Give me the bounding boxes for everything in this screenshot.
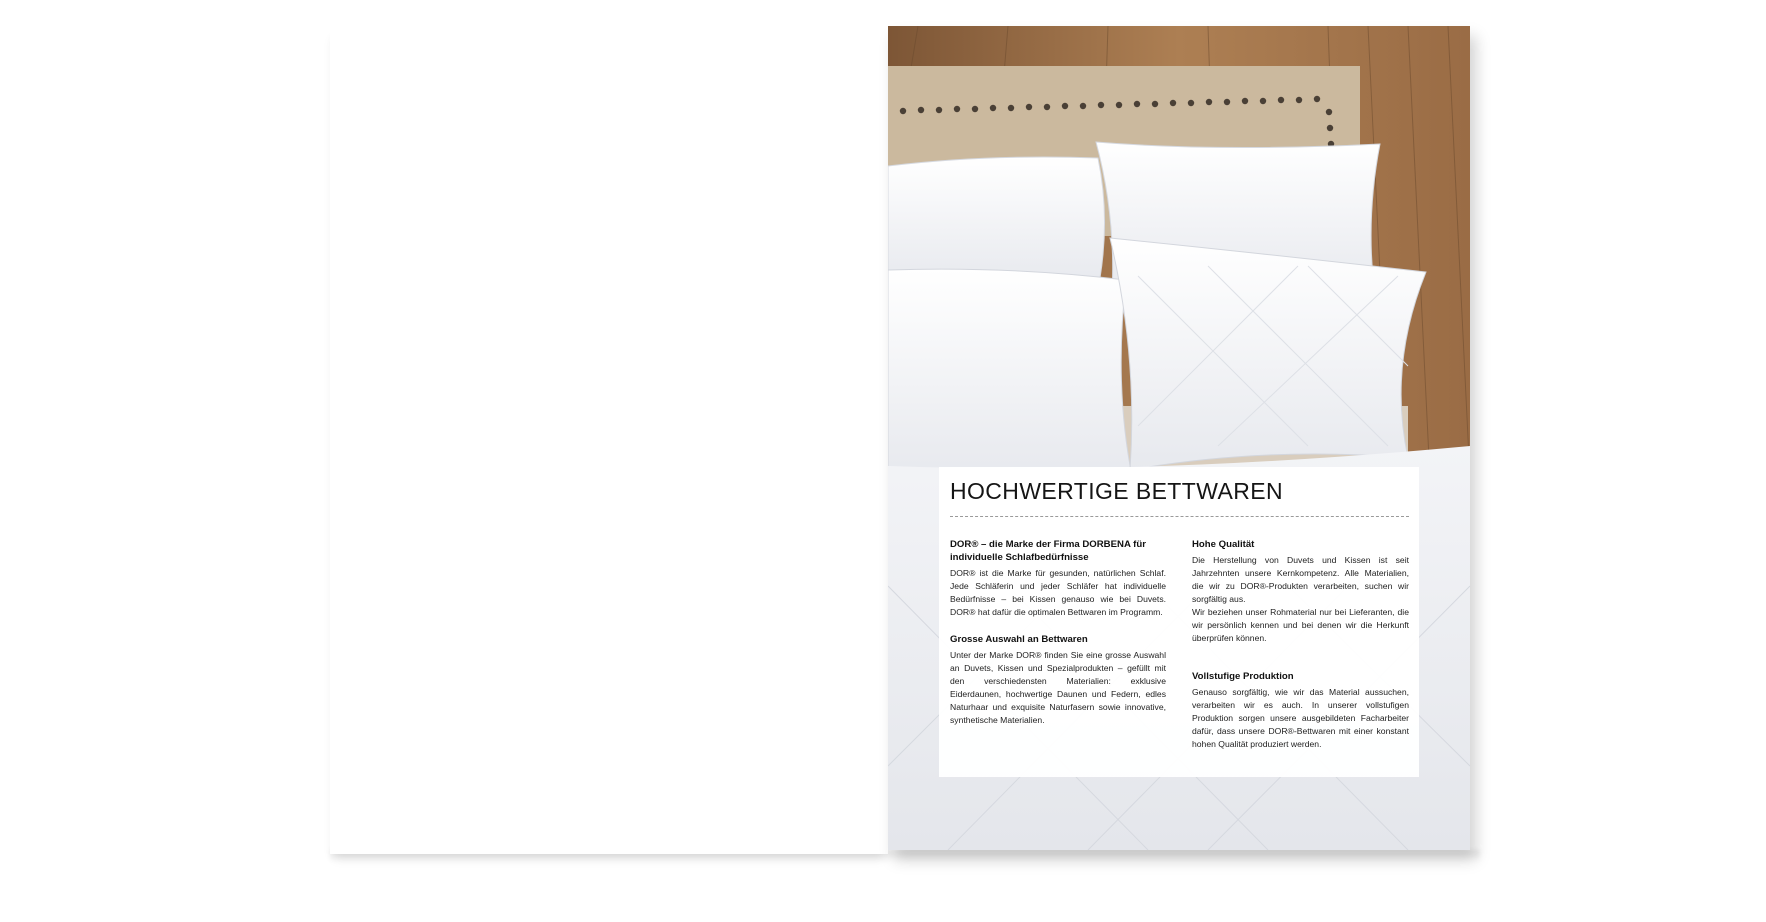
page-title: HOCHWERTIGE BETTWAREN bbox=[950, 478, 1283, 504]
left-column bbox=[950, 538, 1166, 727]
section-production bbox=[1192, 670, 1409, 751]
section-heading: Grosse Auswahl an Bettwaren bbox=[950, 634, 1088, 645]
right-column bbox=[1192, 538, 1409, 751]
section-heading: DOR® – die Marke der Firma DORBENA für individuelle Schlafbedürfnisse bbox=[950, 539, 1146, 563]
pillow-back-left bbox=[888, 157, 1105, 284]
left-page-blank bbox=[330, 26, 888, 854]
section-body: DOR® ist die Marke für gesunden, natürlichen Schlaf. Jede Schläferin und jeder Schläfer hat individuelle Bedürfnisse – bei Kissen genauso wie bei Duvets. DOR® hat dafür die optimalen Bettwaren im Programm. bbox=[950, 568, 1166, 617]
section-body: Genauso sorgfältig, wie wir das Material aussuchen, verarbeiten wir es auch. In unserer vollstufigen Produktion sorgen unsere ausgebildeten Facharbeiter dafür, dass unsere DOR®-Bettwaren mit einer konstant hohen Qualität produziert werden. bbox=[1192, 687, 1409, 749]
section-body: Die Herstellung von Duvets und Kissen ist seit Jahrzehnten unsere Kernkompetenz. Alle Materialien, die wir zu DOR®-Produkten verarbeiten, suchen wir sorgfältig aus. bbox=[1192, 555, 1409, 604]
right-page bbox=[888, 26, 1470, 850]
section-heading: Hohe Qualität bbox=[1192, 539, 1255, 550]
section-dor-brand bbox=[950, 538, 1166, 619]
pillow-front-left bbox=[888, 269, 1132, 476]
pillow-front-right bbox=[1110, 238, 1426, 470]
section-heading: Vollstufige Produktion bbox=[1192, 671, 1294, 682]
text-panel bbox=[939, 467, 1419, 777]
section-selection bbox=[950, 633, 1166, 727]
section-body-2: Wir beziehen unser Rohmaterial nur bei Lieferanten, die wir persönlich kennen und bei denen wir die Herkunft überprüfen können. bbox=[1192, 607, 1409, 643]
section-quality bbox=[1192, 538, 1409, 645]
section-body: Unter der Marke DOR® finden Sie eine grosse Auswahl an Duvets, Kissen und Spezialprodukten – gefüllt mit den verschiedensten Materialien: exklusive Eiderdaunen, hochwertige Daunen und Federn, edles Naturhaar und exquisite Naturfasern sowie innovative, synthetische Materialien. bbox=[950, 650, 1166, 725]
dashed-divider bbox=[950, 516, 1409, 517]
